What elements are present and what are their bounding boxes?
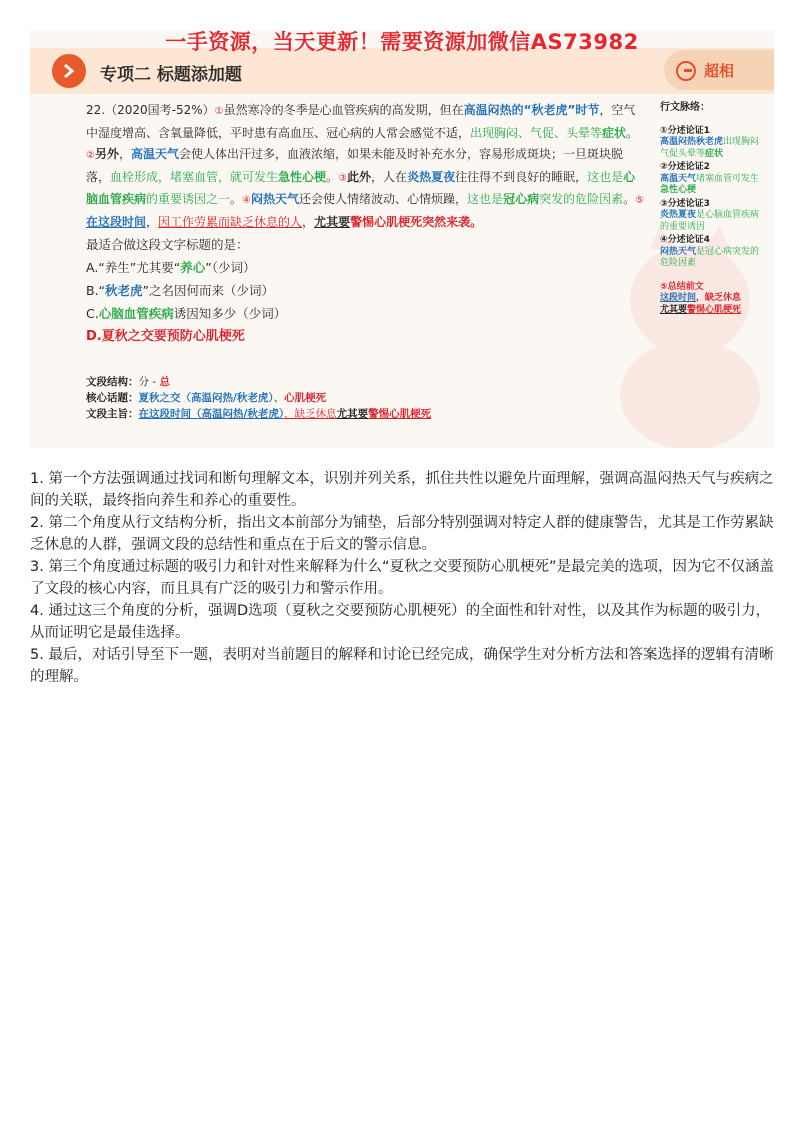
passage-span: 心脑血管疾病 — [86, 169, 636, 206]
sidebar-point: ⑤总结前文 — [660, 281, 704, 292]
question-header: 22.（2020国考-52%） — [86, 103, 215, 117]
passage-span: 高温闷热的“秋老虎”时节 — [463, 103, 600, 117]
passage-span: ，人在 — [371, 169, 408, 184]
sidebar-point: ④分述论证4 — [660, 235, 710, 245]
value: 警惕心肌梗死 — [368, 408, 432, 420]
value: 尤其要 — [336, 408, 369, 420]
option-b[interactable] — [86, 279, 646, 302]
sidebar-span: 高温天气 — [660, 173, 697, 184]
passage-span: ， — [118, 147, 131, 161]
passage-span: 此外 — [347, 169, 372, 184]
passage-span: 出现胸闷、气促、头晕等 — [470, 125, 603, 140]
marker-1: ① — [214, 106, 224, 117]
explanation-item: 3. 第三个角度通过标题的吸引力和针对性来解释为什么“夏秋之交要预防心肌梗死”是最完美的选项，因为它不仅涵盖了文段的核心内容，而且具有广泛的吸引力和警示作用。 — [30, 559, 774, 597]
passage-span: 往往得不到良好的睡眠， — [455, 169, 588, 184]
question-passage — [86, 100, 646, 348]
sidebar-span: 尤其要 — [660, 304, 688, 315]
sidebar-span: 急性心梗 — [660, 185, 697, 195]
brand-name: 超相 — [704, 62, 735, 80]
passage-span: 炎热夏夜 — [407, 169, 456, 184]
arrow-right-icon — [52, 54, 86, 88]
sidebar-span: 堵塞血管可发生 — [696, 173, 760, 184]
option-c[interactable] — [86, 302, 646, 325]
value: 总 — [159, 376, 170, 388]
sidebar-detail — [660, 305, 768, 317]
passage-span: 闷热天气 — [251, 192, 300, 206]
option-keyword: 心脑血管疾病 — [98, 306, 174, 321]
sidebar-span: ，缺乏休息 — [696, 293, 742, 303]
sidebar-heading: 行文脉络： — [660, 102, 710, 113]
sidebar-span: 出现胸闷气促头晕等 — [660, 137, 760, 159]
label: 文段主旨： — [86, 408, 139, 420]
passage-span: 会使人体出汗过多，血液浓缩，如果未能及时补充水分，容易形成斑块；一旦斑块脱落， — [86, 147, 624, 184]
sidebar-point: ③分述论证3 — [660, 198, 710, 209]
option-text: C. — [86, 306, 99, 321]
passage-span: 。 — [230, 192, 243, 206]
passage-span: 。 — [326, 169, 339, 184]
sidebar-detail — [660, 247, 768, 270]
passage-span: 的重要诱因之一 — [146, 192, 231, 206]
sidebar-span: 是心脑血管疾病的重要诱因 — [660, 210, 760, 232]
label: 文段结构： — [86, 376, 139, 388]
sidebar-span: 症状 — [705, 148, 724, 159]
passage-span: 突发的危险因素 — [539, 192, 624, 206]
passage-span: 。 — [626, 125, 639, 140]
option-text: ”之名因何而来（少词） — [142, 283, 275, 298]
sidebar-point: ①分述论证1 — [660, 125, 710, 136]
section-title: 专项二 标题添加题 — [100, 65, 242, 85]
marker-5: ⑤ — [635, 195, 645, 206]
passage-span: 虽然寒冷的冬季是心血管疾病的高发期，但在 — [223, 103, 464, 117]
passage-span: 尤其要 — [314, 214, 351, 229]
passage-span: 这也是 — [467, 192, 504, 206]
label: 核心话题： — [86, 392, 139, 404]
lecture-slide — [30, 30, 774, 448]
value: 、 — [273, 392, 285, 404]
value: 心肌梗死 — [284, 392, 327, 404]
sidebar-span: 炎热夏夜 — [660, 210, 697, 220]
explanation-text — [30, 468, 774, 688]
structure-row — [86, 374, 646, 390]
sidebar-detail — [660, 210, 768, 233]
marker-4: ④ — [242, 195, 252, 206]
brand-badge — [664, 50, 774, 90]
option-text: A.“养生”尤其要“ — [86, 260, 181, 275]
option-text: ”（少词） — [205, 260, 256, 275]
value: ，缺乏休息 — [284, 408, 337, 420]
passage-span: 因工作劳累而缺乏休息的人 — [158, 214, 303, 229]
sidebar-span: 警惕心肌梗死 — [687, 304, 742, 315]
passage-span: 在这段时间 — [86, 214, 147, 229]
analysis-box — [86, 374, 646, 422]
option-text: B.“ — [86, 283, 106, 298]
explanation-item: 5. 最后，对话引导至下一题，表明对当前题目的解释和讨论已经完成，确保学生对分析方法和答案选择的逻辑有清晰的理解。 — [30, 647, 774, 685]
passage-span: 高温天气 — [131, 147, 180, 161]
passage-span: ， — [302, 214, 315, 229]
main-idea-row — [86, 406, 646, 422]
brand-logo-icon — [676, 61, 696, 81]
value: 夏秋之交（高温闷热/秋老虎） — [138, 392, 274, 404]
passage-span: 冠心病 — [503, 192, 540, 206]
explanation-item: 4. 通过这三个角度的分析，强调D选项（夏秋之交要预防心肌梗死）的全面性和针对性，以及其作为标题的吸引力，从而证明它是最佳选择。 — [30, 603, 771, 641]
passage-span: 这也是 — [587, 169, 624, 184]
passage-span: ，空气中湿度增高、含氧量降低，平时患有高血压、冠心病的人常会感觉不适， — [86, 103, 636, 140]
option-keyword: 秋老虎 — [105, 283, 143, 298]
sidebar-detail — [660, 293, 768, 305]
passage-span: 。 — [623, 192, 636, 206]
passage-span: 症状 — [602, 125, 627, 140]
marker-3: ③ — [338, 172, 348, 184]
sidebar-detail — [660, 137, 768, 160]
option-d[interactable]: D.夏秋之交要预防心肌梗死 — [86, 329, 245, 344]
sidebar-point: ②分述论证2 — [660, 162, 710, 172]
option-keyword: 养心 — [180, 260, 206, 275]
passage-span: 急性心梗 — [278, 169, 327, 184]
sidebar-span: 闷热天气 — [660, 246, 697, 257]
passage-span: ， — [146, 214, 159, 229]
passage-span: 警惕心肌梗死突然来袭。 — [350, 214, 483, 229]
explanation-item: 2. 第二个角度从行文结构分析，指出文本前部分为铺垫，后部分特别强调对特定人群的健康警告，尤其是工作劳累缺乏休息的人群，强调文段的总结性和重点在于后文的警示信息。 — [30, 515, 774, 553]
passage-span: 血栓形成，堵塞血管，就可发生 — [110, 169, 279, 184]
option-a[interactable] — [86, 256, 646, 279]
outline-sidebar — [660, 102, 768, 316]
question-prompt: 最适合做这段文字标题的是： — [86, 237, 249, 252]
value: 在这段时间（高温闷热/秋老虎） — [138, 408, 285, 420]
passage-text — [86, 100, 646, 233]
sidebar-span: 是冠心病突发的危险因素 — [660, 246, 760, 268]
value: 分 - — [138, 376, 160, 388]
option-text: 诱因知多少（少词） — [173, 306, 287, 321]
sidebar-detail — [660, 174, 768, 197]
sidebar-span: 这段时间 — [660, 293, 697, 303]
sidebar-span: 高温闷热秋老虎 — [660, 137, 724, 147]
explanation-item: 1. 第一个方法强调通过找词和断句理解文本，识别并列关系，抓住共性以避免片面理解，强调高温闷热天气与疾病之间的关联，最终指向养生和养心的重要性。 — [30, 471, 774, 509]
marker-2: ② — [86, 150, 95, 161]
passage-span: 另外 — [94, 147, 119, 161]
passage-span: 还会使人情绪波动、心情烦躁， — [299, 192, 468, 206]
topic-row — [86, 390, 646, 406]
watermark-banner: 一手资源，当天更新！需要资源加微信AS73982 — [165, 30, 639, 54]
